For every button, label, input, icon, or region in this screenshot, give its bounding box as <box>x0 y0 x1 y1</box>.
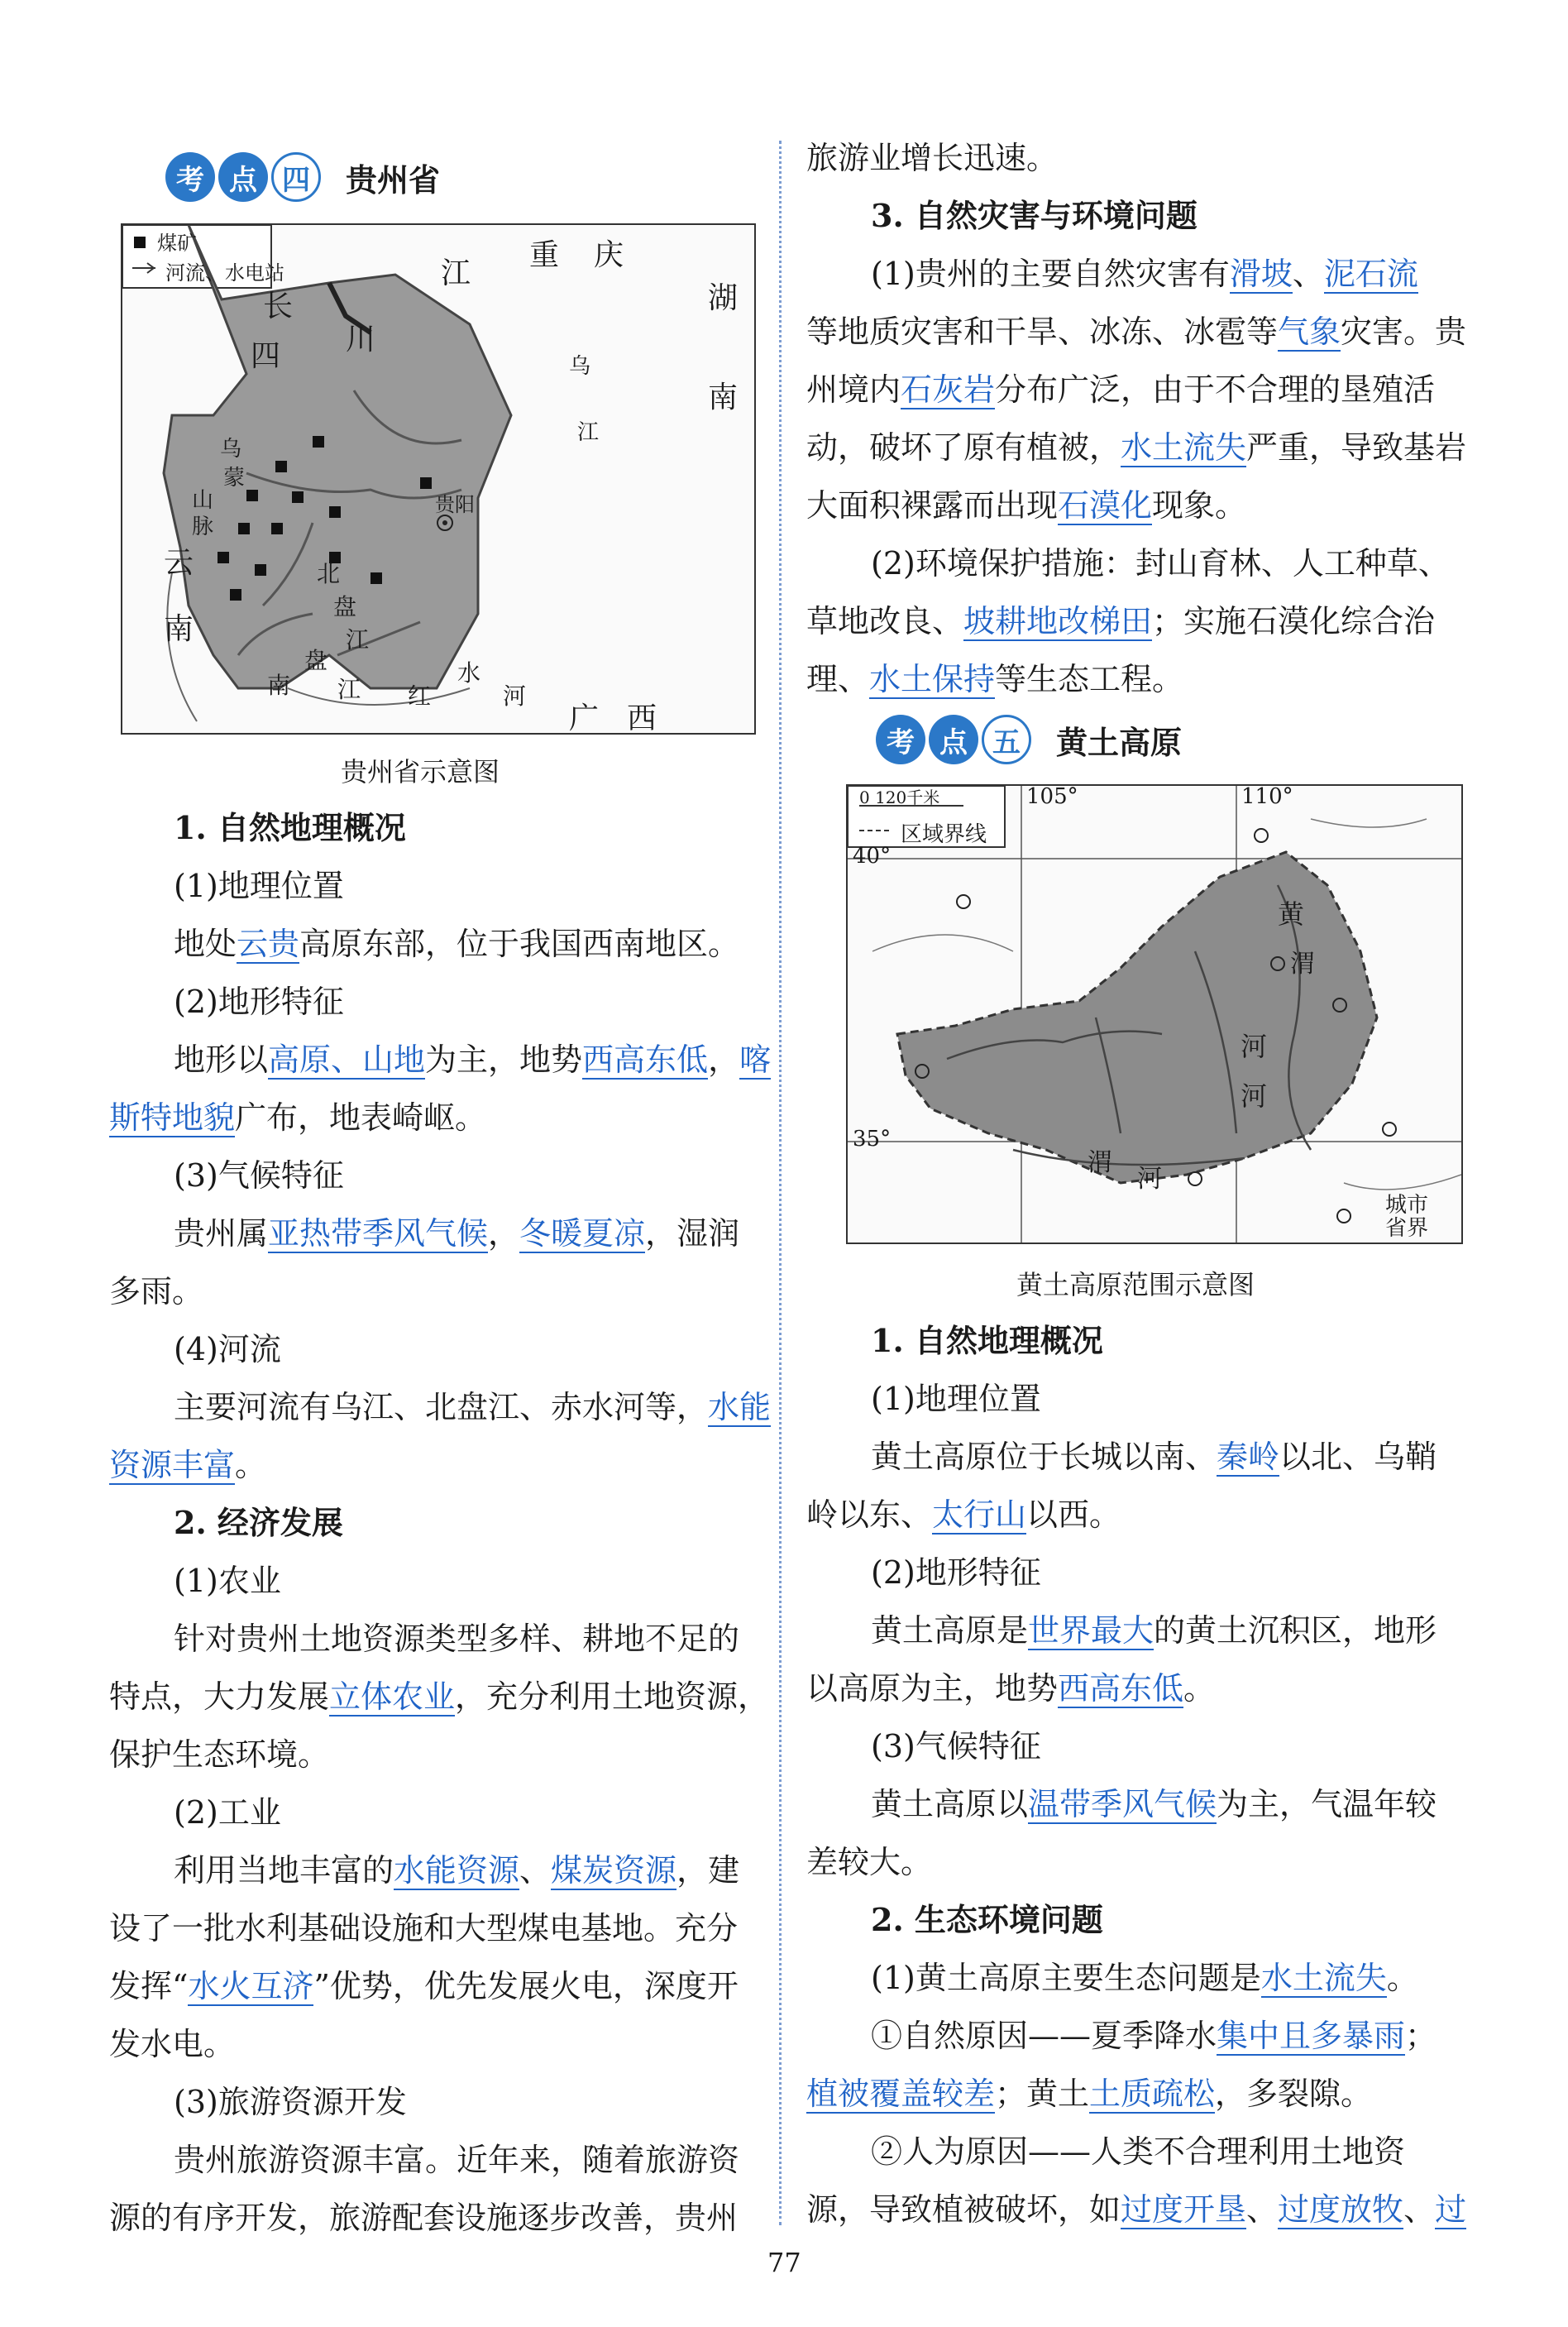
subheading: (1)农业 <box>174 1563 281 1599</box>
answer-keyword: 太行山 <box>932 1496 1027 1533</box>
answer-keyword: 过度开垦 <box>1121 2191 1247 2228</box>
paragraph-line: 理、水土保持等生态工程。 <box>806 661 1184 697</box>
heading: 2. 经济发展 <box>174 1504 343 1541</box>
paragraph-line: 贵州旅游资源丰富。近年来，随着旅游资 <box>174 2142 740 2178</box>
paragraph-line: 大面积裸露而出现石漠化现象。 <box>806 487 1247 524</box>
map-label: 河 <box>1241 1031 1268 1062</box>
map-longitude: 105° <box>1026 784 1078 809</box>
paragraph-line: 黄土高原位于长城以南、秦岭以北、乌鞘 <box>871 1439 1437 1475</box>
map-label: 江 <box>577 420 600 445</box>
page-number: 77 <box>767 2247 801 2278</box>
answer-keyword: 斯特地貌 <box>109 1099 236 1136</box>
subheading: (2)地形特征 <box>871 1554 1041 1591</box>
paragraph-line: 利用当地丰富的水能资源、煤炭资源，建 <box>174 1852 740 1889</box>
loess-plateau-map <box>846 784 1463 1244</box>
map-legend-province: 省界 <box>1385 1216 1429 1241</box>
answer-keyword: 温带季风气候 <box>1028 1786 1217 1822</box>
paragraph-line: ②人为原因——人类不合理利用土地资 <box>871 2133 1406 2170</box>
answer-keyword: 世界最大 <box>1028 1612 1154 1649</box>
answer-keyword: 气象 <box>1278 314 1341 350</box>
map-label: 川 <box>346 323 376 357</box>
answer-keyword: 冬暖夏凉 <box>519 1215 646 1252</box>
answer-keyword: 集中且多暴雨 <box>1217 2018 1406 2054</box>
answer-keyword: 喀 <box>739 1041 772 1078</box>
map-label: 南 <box>267 672 291 699</box>
subheading: (3)气候特征 <box>174 1157 344 1194</box>
paragraph-line: 斯特地貌广布，地表崎岖。 <box>109 1099 487 1136</box>
map-legend-river: 河流、水电站 <box>165 261 284 285</box>
subheading: (1)地理位置 <box>174 868 344 904</box>
paragraph-line: 等地质灾害和干旱、冰冻、冰雹等气象灾害。贵 <box>806 314 1467 350</box>
map-latitude: 40° <box>853 844 892 869</box>
map-latitude: 35° <box>853 1127 892 1152</box>
heading: 3. 自然灾害与环境问题 <box>871 197 1198 234</box>
heading: 1. 自然地理概况 <box>871 1322 1103 1359</box>
paragraph-line: 设了一批水利基础设施和大型煤电基地。充分 <box>109 1910 739 1946</box>
paragraph-line: 发挥“水火互济”优势，优先发展火电，深度开 <box>109 1968 739 2004</box>
paragraph-line: 植被覆盖较差；黄土土质疏松，多裂隙。 <box>806 2076 1373 2112</box>
subheading: (3)气候特征 <box>871 1728 1041 1764</box>
answer-keyword: 植被覆盖较差 <box>806 2076 996 2112</box>
paragraph-line: 多雨。 <box>109 1273 204 1310</box>
map-label: 河 <box>1241 1080 1268 1112</box>
answer-keyword: 石灰岩 <box>901 371 996 408</box>
paragraph-line: 发水电。 <box>109 2026 236 2062</box>
subheading: (2)地形特征 <box>174 984 344 1020</box>
map-label: 河 <box>503 682 527 710</box>
map-label: 南 <box>164 612 194 646</box>
paragraph-line: 源的有序开发，旅游配套设施逐步改善，贵州 <box>109 2200 739 2236</box>
badge-char: 点 <box>929 715 978 764</box>
answer-keyword: 水土流失 <box>1260 1960 1387 1996</box>
subheading: (1)地理位置 <box>871 1381 1041 1417</box>
badge-char: 考 <box>165 152 215 202</box>
paragraph-line: 差较大。 <box>806 1844 933 1880</box>
paragraph-line: (1)贵州的主要自然灾害有滑坡、泥石流 <box>871 256 1418 292</box>
map-scale: 0 120千米 <box>859 788 940 807</box>
map-legend-boundary: 区域界线 <box>901 822 987 847</box>
map-label: 河 <box>1137 1165 1162 1194</box>
section-header-4 <box>165 152 440 202</box>
map-label: 盘 <box>304 647 328 674</box>
answer-keyword: 过 <box>1435 2191 1467 2228</box>
map-label: 西 <box>627 701 657 735</box>
answer-keyword: 水能 <box>708 1389 772 1425</box>
paragraph-line: ①自然原因——夏季降水集中且多暴雨； <box>871 2018 1437 2054</box>
paragraph-line: 旅游业增长迅速。 <box>806 140 1059 176</box>
answer-keyword: 泥石流 <box>1323 256 1418 292</box>
badge-char: 点 <box>218 152 268 202</box>
answer-keyword: 高原、山地 <box>268 1041 426 1078</box>
map-caption: 黄土高原范围示意图 <box>1016 1269 1255 1300</box>
map-label: 渭 <box>1088 1148 1112 1177</box>
badge-char: 五 <box>982 715 1031 764</box>
paragraph-line: 以高原为主，地势西高东低。 <box>806 1670 1216 1707</box>
map-label: 乌 <box>220 437 242 462</box>
answer-keyword: 土质疏松 <box>1089 2076 1216 2112</box>
map-label: 北 <box>317 560 341 587</box>
map-label: 脉 <box>192 515 214 539</box>
subheading: (4)河流 <box>174 1331 281 1367</box>
paragraph-line: 黄土高原是世界最大的黄土沉积区，地形 <box>871 1612 1437 1649</box>
answer-keyword: 西高东低 <box>1058 1670 1184 1707</box>
paragraph-line: 资源丰富。 <box>109 1447 267 1483</box>
map-label: 江 <box>441 256 471 290</box>
paragraph-line: 草地改良、坡耕地改梯田；实施石漠化综合治 <box>806 603 1436 639</box>
paragraph-line: 黄土高原以温带季风气候为主，气温年较 <box>871 1786 1437 1822</box>
paragraph-line: 针对贵州土地资源类型多样、耕地不足的 <box>174 1621 740 1657</box>
answer-keyword: 石漠化 <box>1058 487 1153 524</box>
map-label: 重 <box>529 238 560 272</box>
guizhou-map-graphic <box>122 225 754 733</box>
answer-keyword: 坡耕地改梯田 <box>963 603 1153 639</box>
map-label: 渭 <box>1290 950 1315 979</box>
map-label: 江 <box>346 626 370 654</box>
answer-keyword: 西高东低 <box>582 1041 709 1078</box>
answer-keyword: 滑坡 <box>1229 256 1293 292</box>
map-label: 江 <box>337 676 361 703</box>
map-legend-coal: 煤矿 <box>157 232 197 255</box>
answer-keyword: 水能资源 <box>394 1852 520 1889</box>
column-divider <box>779 141 782 2225</box>
badge-char: 考 <box>876 715 925 764</box>
paragraph-line: 贵州属亚热带季风气候，冬暖夏凉，湿润 <box>174 1215 740 1252</box>
map-label: 广 <box>569 701 600 735</box>
paragraph-line: 州境内石灰岩分布广泛，由于不合理的垦殖活 <box>806 371 1436 408</box>
paragraph-line: 动，破坏了原有植被，水土流失严重，导致基岩 <box>806 429 1467 466</box>
map-label: 乌 <box>569 354 591 379</box>
paragraph-line: (2)环境保护措施：封山育林、人工种草、 <box>871 545 1450 582</box>
answer-keyword: 亚热带季风气候 <box>268 1215 489 1252</box>
map-label: 庆 <box>594 238 624 272</box>
paragraph-line: 地处云贵高原东部，位于我国西南地区。 <box>174 926 740 962</box>
map-label: 黄 <box>1278 898 1305 930</box>
map-label: 云 <box>164 546 194 580</box>
map-label: 蒙 <box>223 466 246 491</box>
answer-keyword: 云贵 <box>237 926 300 962</box>
answer-keyword: 立体农业 <box>329 1678 456 1715</box>
subheading: (2)工业 <box>174 1794 281 1831</box>
answer-keyword: 水土流失 <box>1121 429 1247 466</box>
map-legend-city: 城市 <box>1385 1193 1429 1218</box>
paragraph-line: 岭以东、太行山以西。 <box>806 1496 1121 1533</box>
paragraph-line: (1)黄土高原主要生态问题是水土流失。 <box>871 1960 1418 1996</box>
answer-keyword: 煤炭资源 <box>551 1852 677 1889</box>
paragraph-line: 保护生态环境。 <box>109 1736 330 1773</box>
paragraph-line: 特点，大力发展立体农业，充分利用土地资源， <box>109 1678 770 1715</box>
paragraph-line: 地形以高原、山地为主，地势西高东低，喀 <box>174 1041 772 1078</box>
heading: 1. 自然地理概况 <box>174 809 406 846</box>
map-label: 山 <box>192 488 214 513</box>
map-label: 红 <box>408 682 432 710</box>
map-label: 长 <box>263 290 294 323</box>
answer-keyword: 水土保持 <box>869 661 996 697</box>
answer-keyword: 水火互济 <box>188 1968 314 2004</box>
map-label: 水 <box>457 659 481 687</box>
map-longitude: 110° <box>1241 784 1293 809</box>
answer-keyword: 资源丰富 <box>109 1447 236 1483</box>
badge-char: 四 <box>271 152 321 202</box>
map-label: 贵阳 <box>435 493 475 516</box>
section-title: 贵州省 <box>346 161 441 199</box>
section-header-5 <box>876 715 1182 764</box>
guizhou-map <box>121 223 756 735</box>
section-title: 黄土高原 <box>1056 724 1183 761</box>
answer-keyword: 过度放牧 <box>1278 2191 1404 2228</box>
map-label: 湖 <box>708 281 739 315</box>
map-label: 盘 <box>333 593 357 620</box>
subheading: (3)旅游资源开发 <box>174 2084 407 2120</box>
answer-keyword: 秦岭 <box>1217 1439 1280 1475</box>
map-label: 南 <box>708 381 739 414</box>
heading: 2. 生态环境问题 <box>871 1901 1103 1938</box>
paragraph-line: 源，导致植被破坏，如过度开垦、过度放牧、过 <box>806 2191 1467 2228</box>
map-label: 四 <box>251 339 281 373</box>
paragraph-line: 主要河流有乌江、北盘江、赤水河等，水能 <box>174 1389 772 1425</box>
map-caption: 贵州省示意图 <box>341 756 500 788</box>
